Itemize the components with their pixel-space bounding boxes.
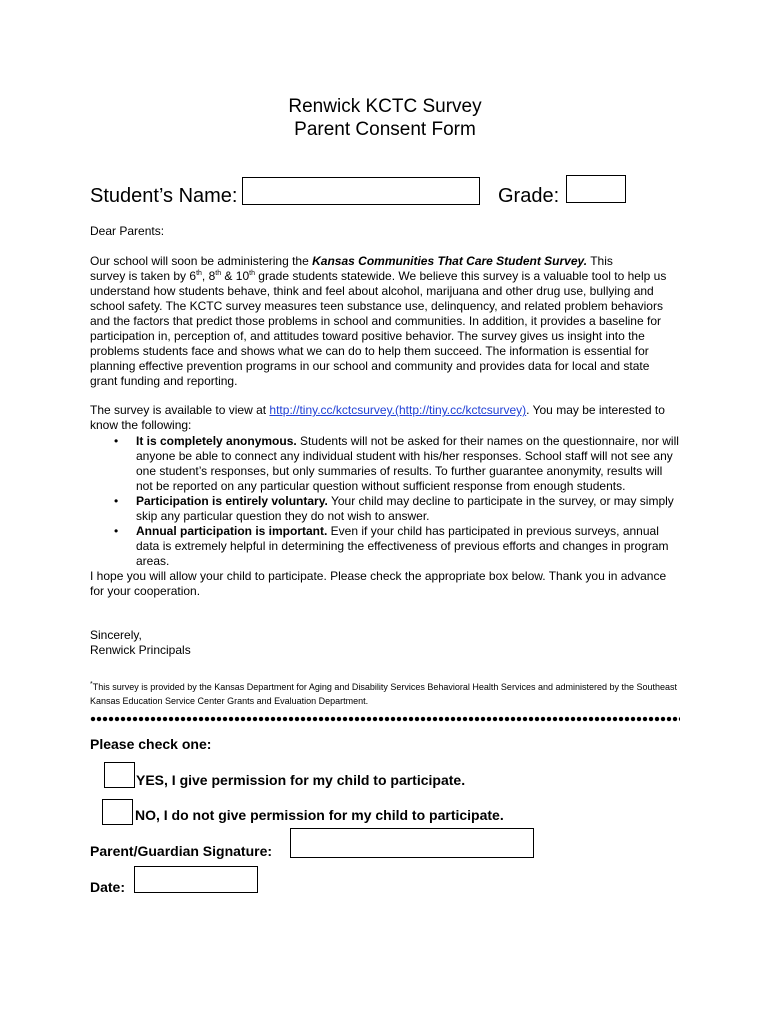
list-item: • Participation is entirely voluntary. Your child may decline to participate in the survey, or may simply skip any particular question they do not wish to answer. bbox=[114, 494, 674, 523]
yes-checkbox[interactable] bbox=[104, 762, 135, 788]
list-item: • Annual participation is important. Even if your child has participated in previous surveys, annual data is extremely helpful in determining the effectiveness of previous efforts and changes in program areas. bbox=[114, 524, 669, 568]
student-name-label: Student’s Name: bbox=[90, 185, 238, 207]
bullet-icon: • bbox=[114, 524, 119, 538]
list-item: • It is completely anonymous. Students will not be asked for their names on the questionnaire, nor will anyone be able to connect any individual student with his/her responses. School staff will not see any one student’s responses, but only summaries of results. To further guarantee anonymity, results will not be reported on any particular question without sufficient response from enough students. bbox=[114, 434, 679, 493]
yes-label: YES, I give permission for my child to participate. bbox=[136, 772, 466, 788]
student-name-field[interactable] bbox=[242, 177, 480, 205]
signature-field[interactable] bbox=[290, 828, 534, 858]
date-field[interactable] bbox=[134, 866, 258, 893]
form-subtitle: Parent Consent Form bbox=[294, 119, 476, 140]
intro-paragraph: Our school will soon be administering the Kansas Communities That Care Student Survey. This survey is taken by 6th, 8th & 10th grade students statewide. We believe this survey is a valuable tool to help us understand how students behave, think and feel about alcohol, marijuana and other drug use, bullying and school safety. The KCTC survey measures teen substance use, delinquency, and related problem behaviors and the factors that predict those problems in school and communities. In addition, it provides a baseline for participation in, perception of, and attitudes toward positive behavior. The survey gives us insight into the problems students face and shows what we can do to help them succeed. The information is essential for planning effective prevention programs in our school and community and provides data for local and state grant funding and reporting. bbox=[90, 254, 667, 388]
survey-name: Kansas Communities That Care Student Survey. bbox=[312, 254, 588, 268]
date-label: Date: bbox=[90, 879, 126, 895]
signature-label: Parent/Guardian Signature: bbox=[90, 843, 273, 859]
footnote: *This survey is provided by the Kansas Department for Aging and Disability Services Behavioral Health Services and administered by the Southeast Kansas Education Service Center Grants and Evaluation Department. bbox=[90, 681, 678, 706]
greeting: Dear Parents: bbox=[90, 224, 165, 238]
bullet-icon: • bbox=[114, 494, 119, 508]
bullet-icon: • bbox=[114, 434, 119, 448]
form-title: Renwick KCTC Survey bbox=[288, 96, 482, 117]
grade-field[interactable] bbox=[566, 175, 626, 203]
survey-link-paragraph: The survey is available to view at http://tiny.cc/kctcsurvey.(http://tiny.cc/kctcsurvey). You may be interested to know the following: bbox=[90, 403, 665, 432]
grade-label: Grade: bbox=[498, 185, 560, 207]
closing: Sincerely, bbox=[90, 628, 142, 642]
divider bbox=[90, 716, 680, 722]
no-label: NO, I do not give permission for my child to participate. bbox=[135, 807, 504, 823]
survey-link[interactable]: http://tiny.cc/kctcsurvey.(http://tiny.cc/kctcsurvey) bbox=[269, 403, 527, 417]
closing-paragraph: I hope you will allow your child to participate. Please check the appropriate box below. Thank you in advance for your cooperation. bbox=[90, 569, 667, 598]
signoff: Renwick Principals bbox=[90, 643, 191, 657]
info-bullet-list bbox=[90, 434, 680, 599]
check-one-heading: Please check one: bbox=[90, 736, 212, 752]
no-checkbox[interactable] bbox=[102, 799, 133, 825]
